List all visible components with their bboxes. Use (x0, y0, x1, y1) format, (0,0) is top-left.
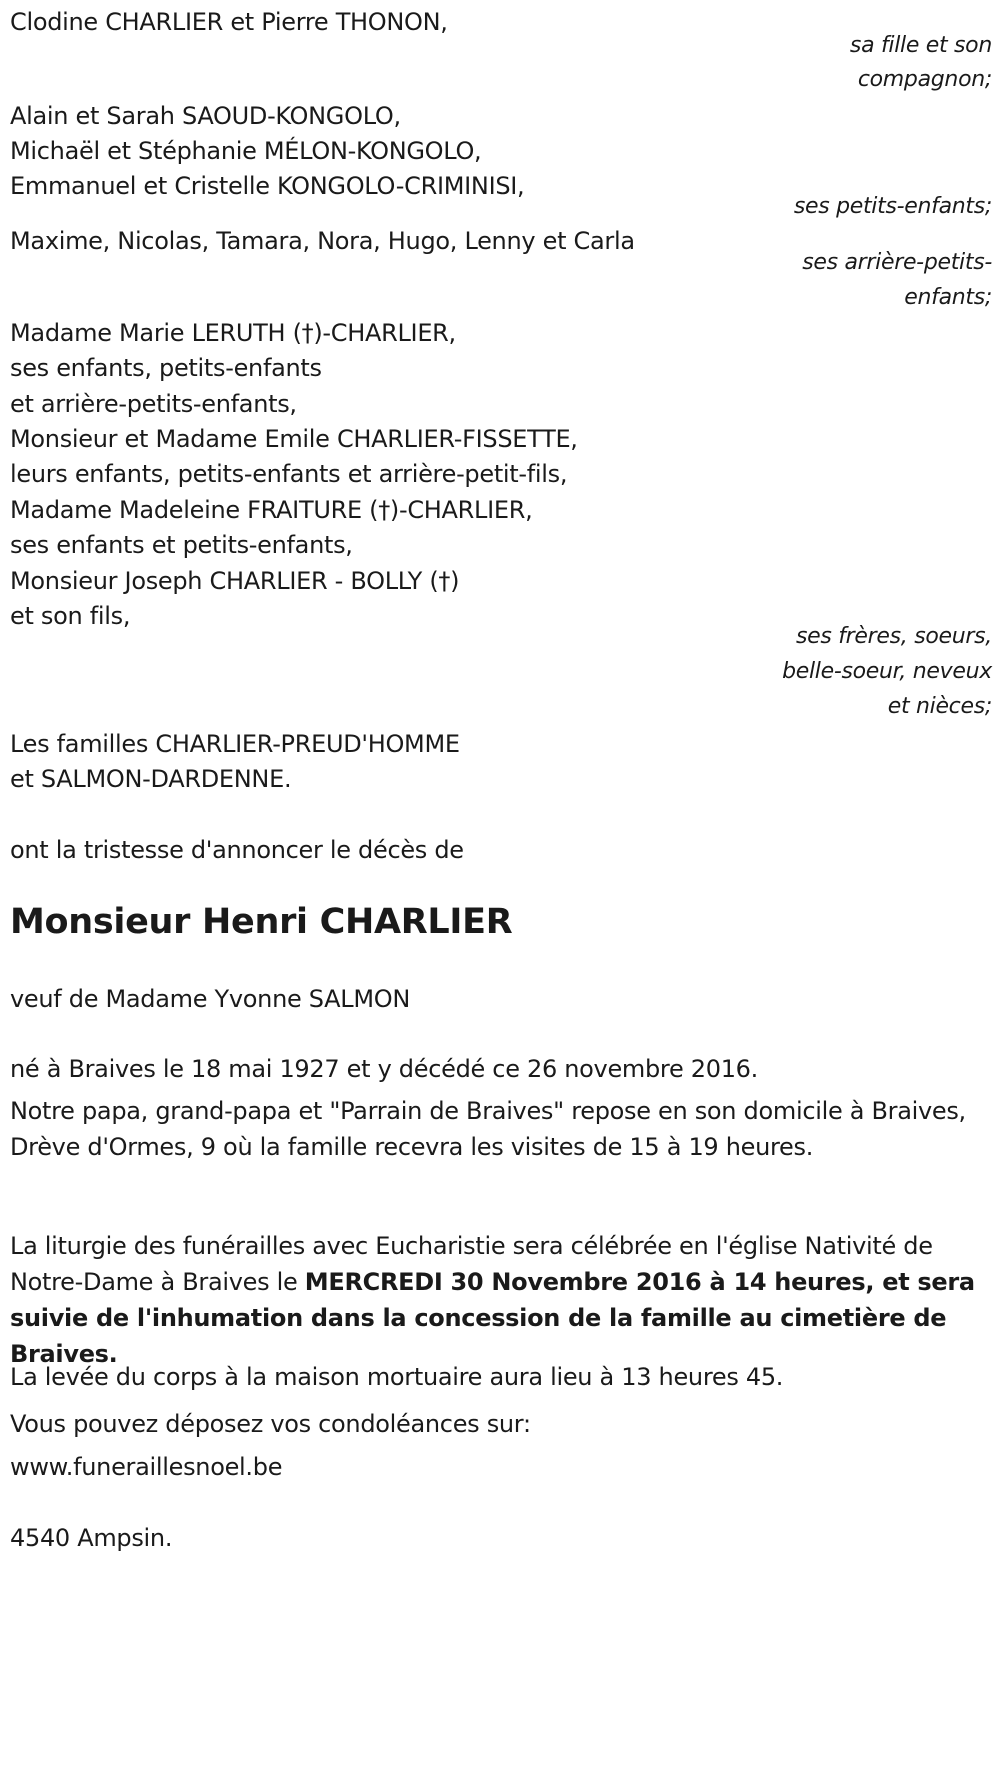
family-line: Alain et Sarah SAOUD-KONGOLO, (10, 102, 401, 130)
announcement-text: ont la tristesse d'annoncer le décès de (10, 836, 464, 864)
relation-label: enfants; (904, 285, 992, 310)
family-line: et son fils, (10, 602, 131, 630)
funeral-date-time: MERCREDI 30 Novembre 2016 à 14 heures, et sera suivie de l'inhumation dans la concession de la famille au cimetière de Braives. (10, 1268, 975, 1368)
family-line: Monsieur Joseph CHARLIER - BOLLY (†) (10, 567, 460, 595)
body-removal-text: La levée du corps à la maison mortuaire aura lieu à 13 heures 45. (10, 1363, 784, 1391)
family-line: Emmanuel et Cristelle KONGOLO-CRIMINISI, (10, 172, 525, 200)
family-line: Madame Madeleine FRAITURE (†)-CHARLIER, (10, 496, 533, 524)
family-line: Clodine CHARLIER et Pierre THONON, (10, 8, 448, 36)
relation-label: et nièces; (887, 694, 992, 719)
family-line: ses enfants, petits-enfants (10, 354, 322, 382)
family-line: et arrière-petits-enfants, (10, 390, 297, 418)
family-line: et SALMON-DARDENNE. (10, 765, 292, 793)
condolences-link-wrap (10, 1450, 282, 1484)
deceased-name: Monsieur Henri CHARLIER (10, 902, 513, 942)
family-line: Michaël et Stéphanie MÉLON-KONGOLO, (10, 137, 482, 165)
relation-label: ses arrière-petits- (802, 250, 992, 275)
family-line: Les familles CHARLIER-PREUD'HOMME (10, 730, 460, 758)
relation-label: ses petits-enfants; (793, 194, 992, 219)
liturgy-paragraph (10, 1228, 985, 1372)
family-line: Monsieur et Madame Emile CHARLIER-FISSETTE, (10, 425, 578, 453)
family-line: Maxime, Nicolas, Tamara, Nora, Hugo, Lenny et Carla (10, 227, 635, 255)
condolences-label: Vous pouvez déposez vos condoléances sur: (10, 1410, 531, 1438)
widower-text: veuf de Madame Yvonne SALMON (10, 985, 410, 1013)
relation-label: sa fille et son (849, 33, 992, 58)
relation-label: belle-soeur, neveux (782, 659, 992, 684)
family-line: ses enfants et petits-enfants, (10, 531, 353, 559)
visitation-paragraph: Notre papa, grand-papa et "Parrain de Braives" repose en son domicile à Braives, Drève d'Ormes, 9 où la famille recevra les visites de 15 à 19 heures. (10, 1097, 966, 1161)
family-line: Madame Marie LERUTH (†)-CHARLIER, (10, 319, 456, 347)
relation-label: compagnon; (857, 67, 992, 92)
address-text: 4540 Ampsin. (10, 1524, 173, 1552)
family-line: leurs enfants, petits-enfants et arrière-petit-fils, (10, 460, 568, 488)
birth-death-text: né à Braives le 18 mai 1927 et y décédé ce 26 novembre 2016. (10, 1055, 758, 1083)
condolences-link[interactable]: www.funeraillesnoel.be (10, 1453, 283, 1481)
liturgy-text: La liturgie des funérailles avec Eucharistie sera célébrée en l'église Nativité de Notre-Dame à Braives le (10, 1232, 933, 1296)
relation-label: ses frères, soeurs, (795, 624, 992, 649)
